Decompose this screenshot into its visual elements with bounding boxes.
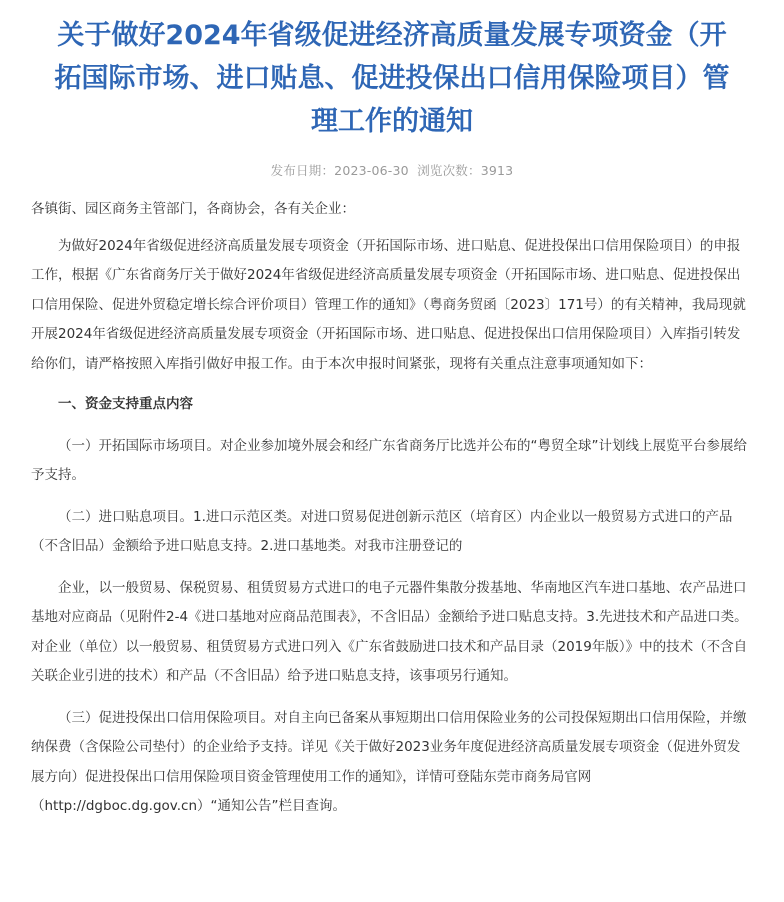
intro-paragraph: 为做好2024年省级促进经济高质量发展专项资金（开拓国际市场、进口贴息、促进投保出口信用保险项目）的申报工作，根据《广东省商务厅关于做好2024年省级促进经济高质量发展专项资金（开拓国际市场、进口贴息、促进投保出口信用保险、促进外贸稳定增长综合评价项目）管理工作的通知》（粤商务贸函〔2023〕171号）的有关精神，我局现就开展2024年省级促进经济高质量发展专项资金（开拓国际市场、进口贴息、促进投保出口信用保险项目）入库指引转发给你们，请严格按照入库指引做好申报工作。由于本次申报时间紧张，现将有关重点注意事项通知如下：	[31, 237, 746, 372]
item-paragraph: （一）开拓国际市场项目。对企业参加境外展会和经广东省商务厅比选并公布的“粤贸全球”计划线上展览平台参展给予支持。	[31, 437, 747, 483]
article-meta	[0, 161, 784, 179]
view-count-label: 浏览次数：	[417, 163, 481, 178]
article-title-line: 关于做好2024年省级促进经济高质量发展专项资金（开	[57, 20, 727, 51]
section-heading: 一、资金支持重点内容	[58, 396, 193, 412]
publish-date-label: 发布日期：	[270, 163, 335, 178]
view-count: 3913	[480, 163, 514, 178]
article-body	[0, 195, 784, 822]
item-paragraph-continued: 企业，以一般贸易、保税贸易、租赁贸易方式进口的电子元器件集散分拨基地、华南地区汽车进口基地、农产品进口基地对应商品（见附件2-4《进口基地对应商品范围表》，不含旧品）金额给予进口贴息支持。3.先进技术和产品进口类。对企业（单位）以一般贸易、租赁贸易方式进口列入《广东省鼓励进口技术和产品目录（2019年版）》中的技术（不含自关联企业引进的技术）和产品（不含旧品）给予进口贴息支持，该事项另行通知。	[31, 579, 748, 684]
article-title-line: 理工作的通知	[311, 106, 473, 137]
article-title	[0, 0, 784, 143]
item-paragraph: （三）促进投保出口信用保险项目。对自主向已备案从事短期出口信用保险业务的公司投保短期出口信用保险，并缴纳保费（含保险公司垫付）的企业给予支持。详见《关于做好2023业务年度促进经济高质量发展专项资金（促进外贸发展方向）促进投保出口信用保险项目资金管理使用工作的通知》，详情可登陆东莞市商务局官网（http://dgboc.dg.gov.cn）“通知公告”栏目查询。	[31, 709, 747, 814]
article-title-line: 拓国际市场、进口贴息、促进投保出口信用保险项目）管	[54, 63, 730, 94]
publish-date: 2023-06-30	[334, 163, 409, 178]
item-paragraph: （二）进口贴息项目。1.进口示范区类。对进口贸易促进创新示范区（培育区）内企业以一般贸易方式进口的产品（不含旧品）金额给予进口贴息支持。2.进口基地类。对我市注册登记的	[31, 508, 733, 554]
greeting-line: 各镇街、园区商务主管部门，各商协会，各有关企业：	[31, 201, 355, 217]
